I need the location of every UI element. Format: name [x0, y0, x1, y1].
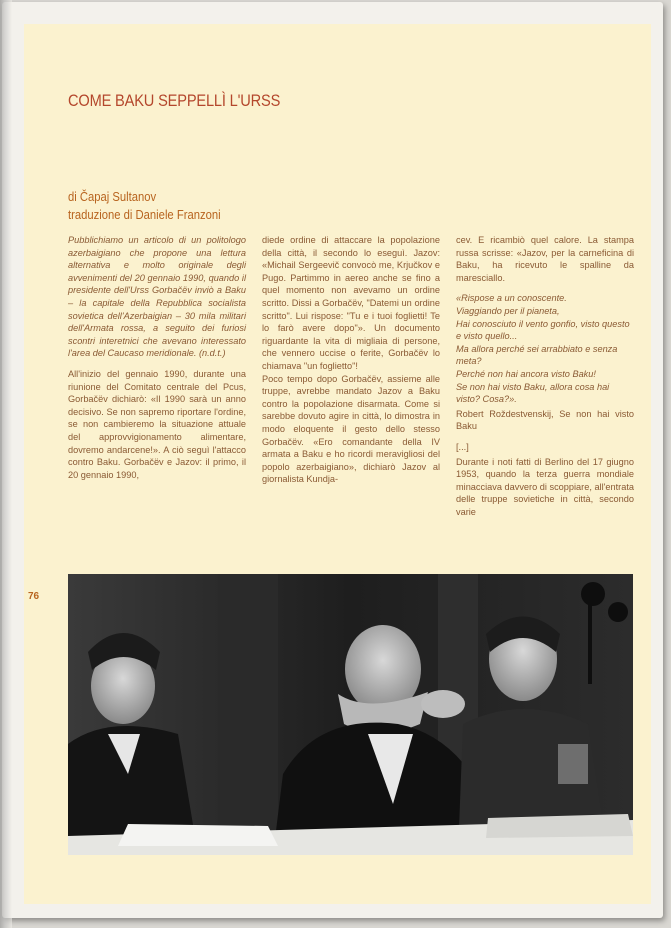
poem-credit: Robert Roždestvenskij, Se non hai visto Baku [456, 408, 634, 432]
article-columns [68, 234, 642, 589]
magazine-page [24, 24, 651, 904]
paragraph: Durante i noti fatti di Berlino del 17 giugno 1953, quando la terza guerra mondiale minacciava davvero di scoppiare, all'entrata delle truppe sovietiche in città, secondo varie [456, 456, 634, 517]
poem-line: Ma allora perché sei arrabbiato e senza meta? [456, 343, 618, 367]
article-photo [68, 574, 633, 855]
photo-illustration [68, 574, 633, 855]
byline [68, 188, 221, 224]
poem-line: Hai conosciuto il vento gonfio, visto questo e visto quello... [456, 318, 630, 342]
article-title: COME BAKU SEPPELLÌ L'URSS [68, 91, 281, 110]
poem-line: Perché non hai ancora visto Baku! [456, 368, 596, 379]
paragraph: All'inizio del gennaio 1990, durante una riunione del Comitato centrale del Pcus, Gorbačëv dichiarò: «Il 1990 sarà un anno decisivo. Se non sapremo riportare l'ordine, se non cambieremo la situazione attuale del approvvigionamento alimentare, dovremo andarcene!». A ciò seguì l'attacco contro Baku. Gorbačëv e Jazov: il primo, il 20 gennaio 1990, [68, 368, 246, 480]
page-number: 76 [28, 591, 40, 602]
poem-line: Se non hai visto Baku, allora cosa hai visto? Cosa?». [456, 381, 610, 405]
paragraph: diede ordine di attaccare la popolazione della città, il secondo lo eseguì. Jazov: «Michail Sergeevič convocò me, Krjučkov e Pugo. Partimmo in aereo anche se fino a quel momento non avevamo un ordine scritto. Dissi a Gorbačëv, "Datemi un ordine scritto". Lui rispose: "Tu e i tuoi foglietti! Te lo farò avere dopo"». Un documento riguardante la vita di migliaia di persone, che vennero uccise o ferite, Gorbačëv lo chiamava "un foglietto"! [262, 235, 440, 371]
poem [456, 292, 634, 405]
column-3 [456, 234, 634, 526]
paragraph: cev. E ricambiò quel calore. La stampa russa scrisse: «Jazov, per la carneficina di Baku, ha ricevuto le spalline da maresciallo. [456, 235, 634, 283]
poem-line: «Rispose a un conoscente. [456, 293, 567, 304]
translator-line: traduzione di Daniele Franzoni [68, 208, 221, 222]
column-2 [262, 234, 440, 494]
paragraph: Poco tempo dopo Gorbačëv, assieme alle truppe, avrebbe mandato Jazov a Baku contro la popolazione disarmata. Come si sarebbe dovuto agire in città, lo dimostra in modo eloquente il gesto dello stesso Gorbačëv. «Ero comandante della IV armata a Baku e ho ricordi meravigliosi del popolo azerbaigiano», dichiarò Jazov al giornalista Kundja- [262, 373, 440, 485]
scan-edge-shadow [0, 0, 12, 928]
editor-intro: Pubblichiamo un articolo di un politologo azerbaigiano che propone una lettura alternativa e molto originale degli avvenimenti del 20 gennaio 1990, quando il presidente dell'Urss Gorbačëv inviò a Baku – la capitale della Repubblica socialista sovietica dell'Azerbaigian – 30 mila militari dell'Armata rossa, a seguito dei furiosi scontri interetnici che avevano interessato l'area del Caucaso meridionale. (n.d.t.) [68, 235, 246, 359]
ellipsis: [...] [456, 441, 469, 452]
poem-line: Viaggiando per il pianeta, [456, 305, 560, 316]
author-line: di Čapaj Sultanov [68, 190, 157, 204]
column-1 [68, 234, 246, 489]
